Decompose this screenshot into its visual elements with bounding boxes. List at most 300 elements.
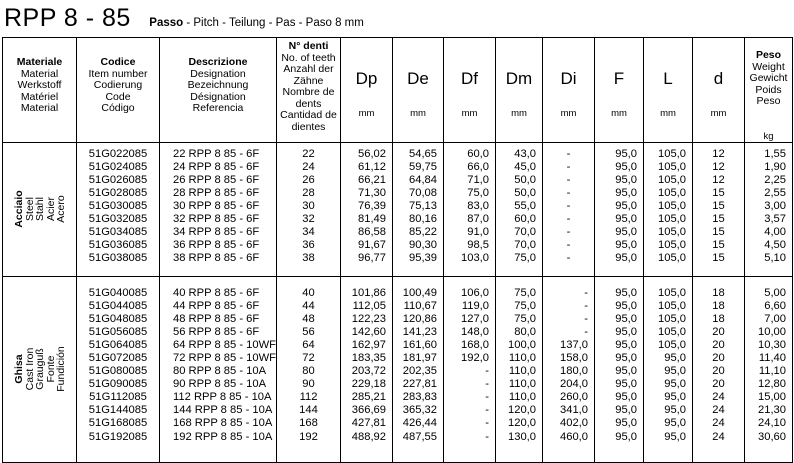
cell-df: - (485, 404, 489, 417)
cell-dp: 427,81 (351, 417, 386, 430)
cell-d: 15 (712, 252, 725, 265)
header-line: Steel (22, 197, 35, 221)
cell-d: 18 (712, 312, 725, 325)
header-line: Acero (54, 195, 67, 223)
iron-col-dp (341, 276, 393, 462)
header-line: Material (20, 102, 59, 114)
cell-df: 91,0 (467, 226, 489, 239)
cell-dp: 162,97 (351, 338, 386, 351)
cell-code: 51G028085 (88, 186, 148, 199)
cell-f: 95,0 (615, 325, 637, 338)
steel-col-description (160, 142, 277, 276)
header-df: Df mm (444, 38, 496, 143)
cell-dm: 110,0 (508, 391, 536, 404)
cell-description: 56 RPP 8 85 - 6F (173, 325, 260, 338)
cell-dp: 91,67 (358, 239, 386, 252)
cell-l: 95,0 (664, 351, 686, 364)
iron-col-code (77, 276, 160, 462)
header-line: dientes (291, 120, 326, 133)
cell-code: 51G112085 (89, 391, 147, 404)
header-line: Código (101, 102, 135, 114)
cell-dp: 285,21 (351, 391, 386, 404)
cell-f: 95,0 (615, 226, 637, 239)
cell-l: 95,0 (664, 391, 686, 404)
cell-f: 95,0 (615, 351, 637, 364)
steel-col-df (444, 142, 496, 276)
cell-weight: 4,50 (764, 239, 786, 252)
header-f: F mm (595, 38, 644, 143)
cell-df: 119,0 (461, 299, 489, 312)
label-list (745, 50, 792, 108)
cell-d: 15 (712, 199, 725, 212)
cell-code: 51G192085 (88, 430, 148, 443)
header-line: Poids (755, 83, 782, 96)
cell-de: 95,39 (409, 252, 437, 265)
header-line: Referencia (192, 102, 244, 114)
cell-l: 105,0 (658, 252, 686, 265)
steel-col-weight (745, 142, 793, 276)
cell-de: 161,60 (402, 338, 437, 351)
label-list (13, 190, 66, 227)
header-l: L mm (644, 38, 693, 143)
header-line: Zähne (293, 74, 324, 87)
header-denti (277, 38, 341, 143)
cell-d: 18 (712, 299, 725, 312)
cell-df: 192,0 (461, 351, 489, 364)
cell-de: 426,44 (402, 417, 437, 430)
cell-teeth: 144 (299, 404, 318, 417)
header-line: Stahl (33, 197, 46, 221)
cell-di: 180,0 (560, 365, 588, 378)
header-line: Descrizione (188, 56, 248, 68)
cell-l: 95,0 (664, 378, 686, 391)
cell-description: 32 RPP 8 85 - 6F (173, 212, 260, 225)
cell-di: 137,0 (560, 338, 588, 351)
cell-f: 95,0 (615, 199, 637, 212)
cell-dm: 110,0 (508, 378, 536, 391)
cell-f: 95,0 (615, 378, 637, 391)
cell-d: 20 (712, 325, 725, 338)
cell-dp: 101,86 (351, 286, 386, 299)
cell-code: 51G048085 (88, 312, 148, 325)
header-line: Ghisa (12, 354, 25, 384)
cell-f: 95,0 (615, 404, 637, 417)
iron-section (3, 276, 793, 462)
cell-description: 48 RPP 8 85 - 6F (173, 312, 260, 325)
steel-col-de (393, 142, 444, 276)
steel-col-dm (496, 142, 543, 276)
cell-dp: 203,72 (351, 365, 386, 378)
cell-d: 12 (712, 173, 725, 186)
header-peso: Peso Weight Gewicht Poids Peso kg (745, 38, 793, 143)
cell-dm: 110,0 (508, 365, 536, 378)
cell-dm: 70,0 (514, 226, 536, 239)
header-materiale (3, 38, 77, 143)
iron-col-d (693, 276, 745, 462)
cell-code: 51G030085 (88, 199, 148, 212)
cell-de: 90,30 (409, 239, 437, 252)
cell-di: - (584, 312, 588, 325)
title-row (4, 4, 364, 34)
cell-di: - (566, 160, 571, 173)
iron-col-teeth (277, 276, 341, 462)
cell-l: 105,0 (658, 312, 686, 325)
cell-df: - (485, 417, 489, 430)
steel-col-l (644, 142, 693, 276)
iron-col-l (644, 276, 693, 462)
cell-description: 34 RPP 8 85 - 6F (173, 226, 260, 239)
cell-teeth: 72 (302, 351, 315, 364)
cell-description: 28 RPP 8 85 - 6F (173, 186, 260, 199)
cell-f: 95,0 (615, 391, 637, 404)
cell-df: 127,0 (461, 312, 489, 325)
cell-de: 85,22 (409, 226, 437, 239)
label-list (13, 346, 66, 392)
cell-weight: 3,00 (764, 199, 786, 212)
cell-f: 95,0 (615, 212, 637, 225)
iron-col-df (444, 276, 496, 462)
label-list (3, 57, 76, 115)
cell-description: 90 RPP 8 85 - 10A (173, 378, 267, 391)
cell-description: 80 RPP 8 85 - 10A (173, 365, 267, 378)
header-codice (77, 38, 160, 143)
cell-weight: 2,25 (764, 173, 786, 186)
cell-teeth: 30 (302, 199, 315, 212)
header-line: dents (295, 97, 322, 110)
cell-d: 24 (712, 430, 725, 443)
steel-col-di (543, 142, 595, 276)
cell-l: 95,0 (664, 404, 686, 417)
cell-teeth: 64 (302, 338, 315, 351)
cell-description: 44 RPP 8 85 - 6F (173, 299, 260, 312)
cell-teeth: 80 (302, 365, 315, 378)
cell-d: 24 (712, 404, 725, 417)
page-title: RPP 8 - 85 (4, 4, 131, 32)
cell-description: 168 RPP 8 85 - 10A (173, 417, 273, 430)
cell-de: 70,08 (409, 186, 437, 199)
cell-di: 460,0 (560, 430, 588, 443)
cell-dp: 71,30 (358, 186, 386, 199)
cell-code: 51G080085 (88, 365, 148, 378)
header-line: Matériel (20, 90, 59, 103)
header-line: Cast Iron (22, 347, 35, 391)
cell-dm: 120,0 (508, 404, 536, 417)
header-line: Werkstoff (17, 79, 62, 91)
header-line: Material (20, 67, 59, 80)
cell-dp: 61,12 (358, 160, 386, 173)
header-line: Peso (756, 95, 781, 107)
cell-f: 95,0 (615, 186, 637, 199)
cell-d: 24 (712, 417, 725, 430)
cell-d: 15 (712, 186, 725, 199)
cell-teeth: 48 (302, 312, 315, 325)
cell-df: 66,0 (467, 160, 489, 173)
cell-de: 110,67 (403, 299, 437, 312)
cell-code: 51G026085 (88, 173, 148, 186)
cell-weight: 3,57 (764, 212, 786, 225)
cell-de: 141,23 (402, 325, 437, 338)
header-line: Acciaio (12, 190, 25, 228)
cell-d: 18 (712, 286, 725, 299)
cell-code: 51G038085 (88, 252, 148, 265)
cell-dm: 60,0 (514, 212, 536, 225)
cell-teeth: 112 (299, 391, 318, 404)
cell-code: 51G168085 (88, 417, 148, 430)
cell-de: 227,81 (402, 378, 437, 391)
cell-d: 15 (712, 212, 725, 225)
cell-teeth: 168 (299, 417, 318, 430)
cell-f: 95,0 (615, 338, 637, 351)
cell-description: 112 RPP 8 85 - 10A (173, 391, 272, 404)
cell-d: 12 (712, 147, 725, 160)
cell-df: 71,0 (467, 173, 489, 186)
cell-di: - (584, 286, 588, 299)
cell-code: 51G144085 (88, 404, 148, 417)
iron-col-dm (496, 276, 543, 462)
cell-di: - (566, 239, 571, 252)
header-dp: Dp mm (341, 38, 393, 143)
cell-weight: 10,00 (758, 325, 786, 338)
cell-di: 158,0 (560, 351, 588, 364)
cell-teeth: 40 (302, 286, 315, 299)
cell-description: 30 RPP 8 85 - 6F (173, 199, 260, 212)
cell-dp: 66,21 (358, 173, 386, 186)
cell-df: 83,0 (467, 199, 489, 212)
material-iron (3, 276, 77, 462)
cell-weight: 11,10 (758, 365, 786, 378)
header-line: Gewicht (749, 72, 788, 84)
cell-l: 105,0 (658, 186, 686, 199)
cell-description: 36 RPP 8 85 - 6F (173, 239, 260, 252)
cell-dp: 76,39 (358, 199, 386, 212)
cell-dp: 112,05 (352, 299, 386, 312)
cell-de: 80,16 (409, 212, 437, 225)
cell-code: 51G056085 (88, 325, 148, 338)
cell-dp: 142,60 (351, 325, 386, 338)
cell-dp: 56,02 (358, 147, 386, 160)
cell-weight: 5,10 (764, 252, 786, 265)
cell-di: 341,0 (560, 404, 588, 417)
cell-di: - (566, 212, 571, 225)
header-line: Fundición (54, 346, 67, 392)
cell-dp: 81,49 (358, 212, 386, 225)
cell-dp: 86,58 (358, 226, 386, 239)
cell-di: - (566, 173, 571, 186)
cell-dm: 130,0 (508, 430, 536, 443)
cell-description: 40 RPP 8 85 - 6F (173, 286, 260, 299)
cell-dm: 50,0 (514, 173, 536, 186)
header-line: Peso (755, 49, 782, 61)
header-line: Anzahl der (283, 63, 334, 75)
cell-weight: 10,30 (758, 338, 786, 351)
cell-de: 100,49 (402, 286, 437, 299)
cell-df: - (485, 365, 489, 378)
cell-df: 106,0 (461, 286, 489, 299)
cell-l: 105,0 (658, 299, 686, 312)
cell-weight: 11,40 (758, 351, 786, 364)
cell-description: 38 RPP 8 85 - 6F (173, 252, 260, 265)
cell-de: 283,83 (402, 391, 437, 404)
cell-df: 168,0 (461, 338, 489, 351)
cell-teeth: 28 (302, 186, 315, 199)
cell-description: 22 RPP 8 85 - 6F (173, 147, 260, 160)
cell-teeth: 36 (302, 239, 315, 252)
cell-description: 26 RPP 8 85 - 6F (173, 173, 260, 186)
material-steel (3, 142, 77, 276)
cell-code: 51G064085 (88, 338, 148, 351)
cell-f: 95,0 (615, 299, 637, 312)
cell-de: 120,86 (402, 312, 437, 325)
header-line: No. of teeth (281, 51, 336, 64)
header-line: Materiale (16, 56, 63, 68)
cell-l: 95,0 (664, 417, 686, 430)
cell-di: - (566, 147, 571, 160)
cell-code: 51G024085 (88, 160, 148, 173)
cell-weight: 2,55 (764, 186, 786, 199)
cell-code: 51G040085 (88, 286, 148, 299)
cell-dm: 75,0 (514, 252, 536, 265)
cell-weight: 1,55 (764, 147, 786, 160)
pitch-label: Passo (149, 17, 184, 29)
cell-weight: 15,00 (758, 391, 786, 404)
cell-df: 148,0 (461, 325, 489, 338)
header-line: Weight (752, 60, 785, 73)
cell-d: 15 (712, 239, 725, 252)
cell-de: 202,35 (402, 365, 437, 378)
cell-de: 181,97 (402, 351, 437, 364)
cell-code: 51G034085 (88, 226, 148, 239)
cell-weight: 5,00 (764, 286, 786, 299)
cell-teeth: 22 (302, 147, 315, 160)
iron-col-description (160, 276, 277, 462)
cell-weight: 24,10 (758, 417, 786, 430)
cell-l: 105,0 (658, 338, 686, 351)
cell-description: 24 RPP 8 85 - 6F (173, 160, 260, 173)
cell-teeth: 34 (302, 226, 315, 239)
cell-di: 402,0 (560, 417, 588, 430)
cell-code: 51G022085 (88, 147, 148, 160)
cell-de: 64,84 (409, 173, 437, 186)
cell-di: - (566, 226, 571, 239)
header-line: Code (105, 90, 131, 103)
cell-teeth: 24 (302, 160, 315, 173)
cell-d: 20 (712, 378, 725, 391)
cell-code: 51G032085 (88, 212, 148, 225)
header-descrizione (160, 38, 277, 143)
header-line: Acier (43, 197, 56, 221)
cell-di: - (584, 299, 588, 312)
cell-di: - (566, 186, 571, 199)
cell-teeth: 44 (302, 299, 315, 312)
cell-de: 59,75 (409, 160, 437, 173)
cell-weight: 30,60 (758, 430, 786, 443)
cell-f: 95,0 (615, 417, 637, 430)
cell-dp: 122,23 (351, 312, 386, 325)
cell-dm: 70,0 (514, 239, 536, 252)
cell-description: 144 RPP 8 85 - 10A (173, 404, 273, 417)
steel-col-teeth (277, 142, 341, 276)
cell-l: 105,0 (658, 226, 686, 239)
cell-df: 75,0 (467, 186, 489, 199)
cell-df: 60,0 (467, 147, 489, 160)
cell-di: 204,0 (560, 378, 588, 391)
cell-dp: 96,77 (358, 252, 386, 265)
cell-di: - (584, 325, 588, 338)
cell-d: 20 (712, 338, 725, 351)
header-de: De mm (393, 38, 444, 143)
cell-weight: 4,00 (764, 226, 786, 239)
steel-col-f (595, 142, 644, 276)
cell-dm: 43,0 (514, 147, 536, 160)
cell-d: 20 (712, 351, 725, 364)
cell-de: 54,65 (409, 147, 437, 160)
cell-weight: 6,60 (764, 299, 786, 312)
header-row (3, 38, 793, 143)
cell-d: 12 (712, 160, 725, 173)
header-d: d mm (693, 38, 745, 143)
cell-l: 95,0 (664, 430, 686, 443)
cell-de: 487,55 (402, 430, 437, 443)
cell-f: 95,0 (615, 160, 637, 173)
header-line: Codice (100, 56, 136, 68)
cell-d: 15 (712, 226, 725, 239)
cell-dm: 100,0 (508, 338, 536, 351)
steel-col-code (77, 142, 160, 276)
cell-d: 20 (712, 365, 725, 378)
iron-col-weight (745, 276, 793, 462)
cell-f: 95,0 (615, 365, 637, 378)
header-line: Codierung (93, 79, 143, 91)
cell-dm: 120,0 (508, 417, 536, 430)
cell-df: - (485, 378, 489, 391)
cell-code: 51G044085 (88, 299, 148, 312)
cell-di: 260,0 (560, 391, 588, 404)
cell-teeth: 26 (302, 173, 315, 186)
cell-f: 95,0 (615, 173, 637, 186)
cell-f: 95,0 (615, 430, 637, 443)
cell-description: 192 RPP 8 85 - 10A (173, 430, 273, 443)
cell-weight: 1,90 (764, 160, 786, 173)
cell-dp: 229,18 (351, 378, 386, 391)
cell-l: 105,0 (658, 212, 686, 225)
cell-l: 105,0 (658, 147, 686, 160)
cell-teeth: 56 (302, 325, 315, 338)
cell-df: 87,0 (467, 212, 489, 225)
cell-teeth: 90 (302, 378, 315, 391)
pitch-subtitle (149, 17, 364, 29)
cell-df: 103,0 (461, 252, 489, 265)
cell-dm: 75,0 (514, 286, 536, 299)
header-line: Désignation (190, 90, 246, 103)
cell-weight: 21,30 (758, 404, 786, 417)
cell-l: 105,0 (658, 239, 686, 252)
cell-dp: 183,35 (351, 351, 386, 364)
product-table (2, 37, 793, 463)
label-list (277, 41, 340, 133)
cell-l: 105,0 (658, 286, 686, 299)
cell-f: 95,0 (615, 252, 637, 265)
header-line: Cantidad de (280, 109, 337, 121)
cell-l: 95,0 (664, 365, 686, 378)
cell-description: 64 RPP 8 85 - 10WF (173, 338, 277, 351)
steel-col-d (693, 142, 745, 276)
header-line: Item number (88, 67, 148, 80)
header-dm: Dm mm (496, 38, 543, 143)
cell-code: 51G072085 (88, 351, 148, 364)
cell-df: - (485, 391, 489, 404)
cell-teeth: 32 (302, 212, 315, 225)
pitch-text: - Pitch - Teilung - Pas - Paso 8 mm (183, 17, 364, 29)
